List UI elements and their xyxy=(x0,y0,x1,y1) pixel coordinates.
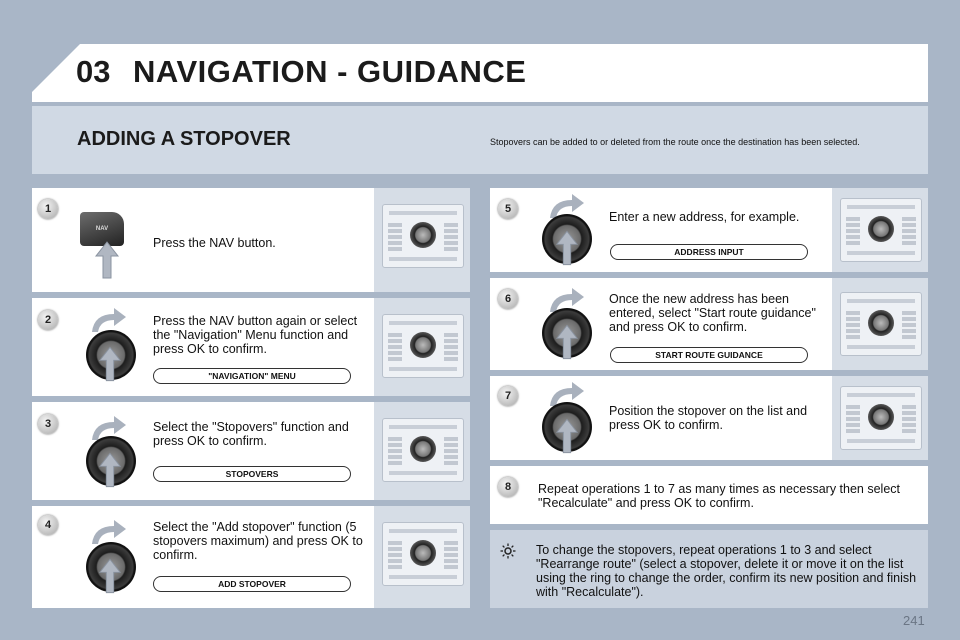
section-title: ADDING A STOPOVER xyxy=(77,128,291,150)
step-number-4: 4 xyxy=(38,515,58,535)
step-number-2: 2 xyxy=(38,310,58,330)
step-number-3: 3 xyxy=(38,414,58,434)
press-arrow-icon xyxy=(94,240,120,280)
tip-text: To change the stopovers, repeat operations 1 to 3 and select "Rearrange route" (select a stopover, delete it or move it on the list using the ring to change the order, confirm its new position and finish with "Recalculate"). xyxy=(536,543,917,599)
step-text-2: Press the NAV button again or select the "Navigation" Menu function and press OK to confirm. xyxy=(153,314,358,356)
step-number-5: 5 xyxy=(498,199,518,219)
step-number-6: 6 xyxy=(498,289,518,309)
press-arrow-icon xyxy=(98,450,122,490)
step-text-6: Once the new address has been entered, select "Start route guidance" and press OK to confirm. xyxy=(609,292,816,334)
chapter-number: 03 xyxy=(76,54,111,89)
step-text-8: Repeat operations 1 to 7 as many times as necessary then select "Recalculate" and press OK to confirm. xyxy=(538,482,900,510)
page-number: 241 xyxy=(903,613,925,628)
device-thumbnail xyxy=(374,188,470,292)
page-title: NAVIGATION - GUIDANCE xyxy=(133,54,527,89)
step-number-1: 1 xyxy=(38,199,58,219)
step-text-1: Press the NAV button. xyxy=(153,236,276,250)
step-number-8: 8 xyxy=(498,477,518,497)
menu-label-start-route-guidance: START ROUTE GUIDANCE xyxy=(610,347,808,363)
step-text-3: Select the "Stopovers" function and press OK to confirm. xyxy=(153,420,349,448)
press-arrow-icon xyxy=(555,228,579,268)
device-thumbnail xyxy=(832,188,928,272)
device-thumbnail xyxy=(832,278,928,370)
device-thumbnail xyxy=(374,506,470,608)
step-text-5: Enter a new address, for example. xyxy=(609,210,800,224)
device-thumbnail xyxy=(374,298,470,396)
press-arrow-icon xyxy=(98,556,122,596)
menu-label-add-stopover: ADD STOPOVER xyxy=(153,576,351,592)
nav-button-illustration: NAV xyxy=(80,212,124,246)
press-arrow-icon xyxy=(98,344,122,384)
menu-label-stopovers: STOPOVERS xyxy=(153,466,351,482)
step-text-4: Select the "Add stopover" function (5 stopovers maximum) and press OK to confirm. xyxy=(153,520,363,562)
press-arrow-icon xyxy=(555,322,579,362)
press-arrow-icon xyxy=(555,416,579,456)
device-thumbnail xyxy=(832,376,928,460)
step-number-7: 7 xyxy=(498,386,518,406)
section-intro: Stopovers can be added to or deleted from the route once the destination has been selected. xyxy=(490,137,860,147)
menu-label-address-input: ADDRESS INPUT xyxy=(610,244,808,260)
device-thumbnail xyxy=(374,402,470,500)
lightbulb-icon xyxy=(500,543,516,559)
step-text-7: Position the stopover on the list and press OK to confirm. xyxy=(609,404,808,432)
menu-label-navigation: "NAVIGATION" MENU xyxy=(153,368,351,384)
